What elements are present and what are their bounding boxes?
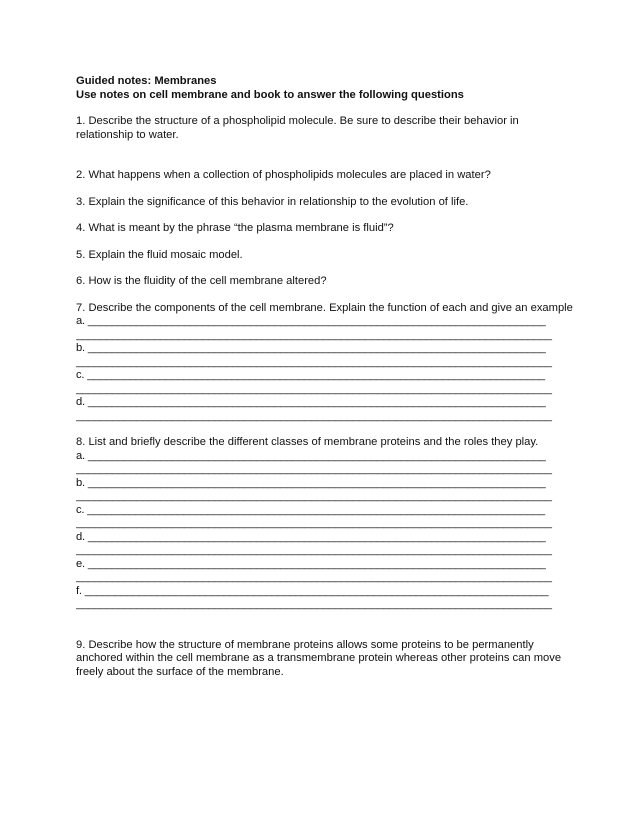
worksheet-title: Guided notes: Membranes (76, 75, 217, 87)
answer-line-8f[interactable]: f. _____________________________________________________________________________ (76, 584, 549, 597)
answer-line-8b-cont[interactable]: _______________________________________________________________________________ (76, 490, 552, 502)
answer-line-7a-cont[interactable]: _______________________________________________________________________________ (76, 328, 552, 341)
answer-line-7b-cont[interactable]: _______________________________________________________________________________ (76, 355, 552, 368)
answer-line-8d[interactable]: d. ____________________________________________________________________________ (76, 530, 546, 543)
worksheet-instructions: Use notes on cell membrane and book to answer the following questions (76, 88, 464, 101)
question-3: 3. Explain the significance of this behavior in relationship to the evolution of life. (76, 195, 469, 208)
answer-line-8a[interactable]: a. ____________________________________________________________________________ (76, 449, 546, 462)
answer-line-8d-cont[interactable]: _______________________________________________________________________________ (76, 544, 552, 556)
answer-line-8e-cont[interactable]: _______________________________________________________________________________ (76, 571, 552, 583)
answer-line-7c[interactable]: c. ____________________________________________________________________________ (76, 369, 545, 381)
question-7-answer-lines (76, 315, 576, 423)
question-4: 4. What is meant by the phrase “the plasma membrane is fluid”? (76, 222, 394, 234)
answer-line-7d-cont[interactable]: _______________________________________________________________________________ (76, 409, 552, 422)
answer-line-8c-cont[interactable]: _______________________________________________________________________________ (76, 517, 552, 529)
answer-line-7c-cont[interactable]: _______________________________________________________________________________ (76, 382, 552, 395)
answer-line-8e[interactable]: e. ____________________________________________________________________________ (76, 557, 546, 570)
question-7: 7. Describe the components of the cell membrane. Explain the function of each and give an example (76, 301, 573, 314)
question-9: 9. Describe how the structure of membrane proteins allows some proteins to be permanently anchored within the cell membrane as a transmembrane protein whereas other proteins can move freely about the surface of the membrane. (76, 638, 562, 678)
answer-line-8b[interactable]: b. ____________________________________________________________________________ (76, 476, 546, 489)
question-1: 1. Describe the structure of a phospholipid molecule. Be sure to describe their behavior in relationship to water. (76, 115, 519, 141)
answer-line-8c[interactable]: c. ____________________________________________________________________________ (76, 503, 545, 516)
question-8-answer-lines (76, 450, 576, 612)
question-8: 8. List and briefly describe the different classes of membrane proteins and the roles they play. (76, 436, 539, 448)
question-2: 2. What happens when a collection of phospholipids molecules are placed in water? (76, 169, 491, 181)
answer-line-8f-cont[interactable]: _______________________________________________________________________________ (76, 598, 552, 610)
question-5: 5. Explain the fluid mosaic model. (76, 248, 243, 261)
worksheet-page (76, 75, 576, 679)
answer-line-7d[interactable]: d. ____________________________________________________________________________ (76, 396, 546, 408)
answer-line-7a[interactable]: a. ____________________________________________________________________________ (76, 315, 546, 327)
question-6: 6. How is the fluidity of the cell membrane altered? (76, 275, 327, 287)
answer-line-7b[interactable]: b. ____________________________________________________________________________ (76, 342, 546, 354)
answer-line-8a-cont[interactable]: _______________________________________________________________________________ (76, 463, 552, 475)
